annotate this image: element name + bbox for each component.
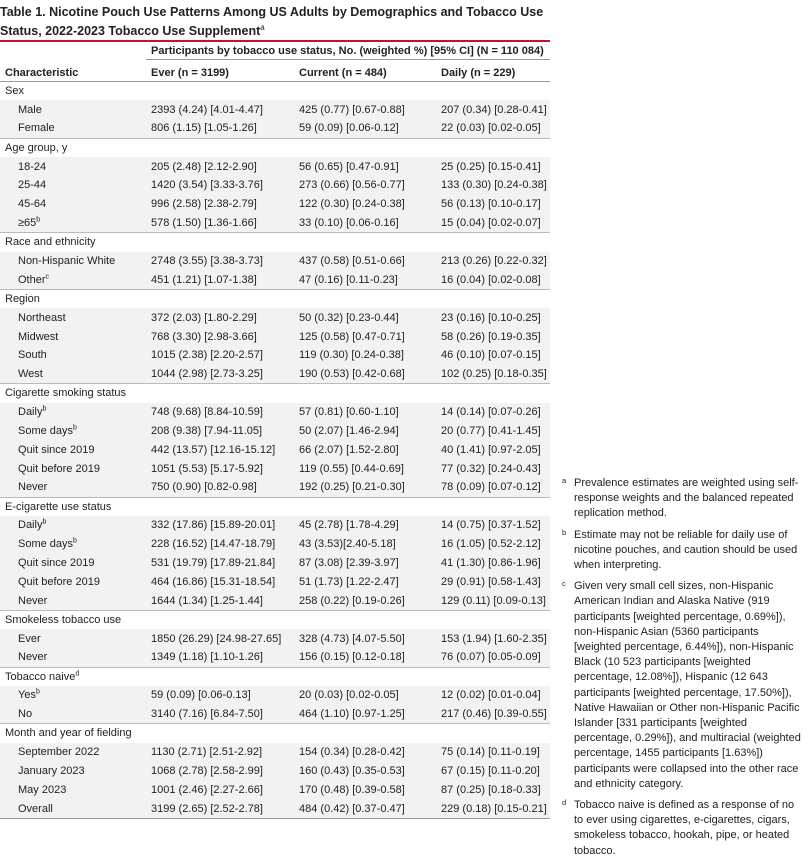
table-row [0,346,550,365]
row-label: Quit before 2019 [0,459,146,478]
footnote-mark: b [42,405,47,413]
cell-ever: 1850 (26.29) [24.98-27.65] [146,629,294,648]
cell-ever: 1130 (2.71) [2.51-2.92] [146,743,294,762]
row-label: 18-24 [0,157,146,176]
section-label: Sex [0,82,550,101]
cell-current: 56 (0.65) [0.47-0.91] [294,157,436,176]
cell-current: 66 (2.07) [1.52-2.80] [294,440,436,459]
cell-ever: 228 (16.52) [14.47-18.79] [146,535,294,554]
section-row [0,233,550,252]
table-row [0,478,550,497]
row-label: Northeast [0,308,146,327]
section-label: Cigarette smoking status [0,384,550,403]
row-label: 25-44 [0,176,146,195]
cell-daily: 129 (0.11) [0.09-0.13] [436,592,550,611]
section-label: Region [0,289,550,308]
row-label: May 2023 [0,780,146,799]
row-label: Non-Hispanic White [0,252,146,271]
footnote-mark: b [73,537,77,545]
cell-ever: 464 (16.86) [15.31-18.54] [146,573,294,592]
cell-current: 47 (0.16) [0.11-0.23] [294,270,436,289]
cell-ever: 1644 (1.34) [1.25-1.44] [146,592,294,611]
table-row [0,157,550,176]
table-row [0,252,550,271]
section-row [0,138,550,157]
col-header-current: Current (n = 484) [294,60,436,82]
cell-ever: 442 (13.57) [12.16-15.12] [146,440,294,459]
footnote-mark: c [45,272,50,280]
cell-ever: 768 (3.30) [2.98-3.66] [146,327,294,346]
table-row [0,743,550,762]
cell-daily: 16 (1.05) [0.52-2.12] [436,535,550,554]
cell-current: 190 (0.53) [0.42-0.68] [294,365,436,384]
footnote-mark: b [36,216,41,224]
footnote-marker: d [562,798,567,808]
row-label: South [0,346,146,365]
section-row [0,289,550,308]
table-row [0,459,550,478]
cell-current: 437 (0.58) [0.51-0.66] [294,252,436,271]
cell-daily: 16 (0.04) [0.02-0.08] [436,270,550,289]
cell-ever: 1051 (5.53) [5.17-5.92] [146,459,294,478]
table-row [0,799,550,818]
table-row [0,516,550,535]
cell-daily: 58 (0.26) [0.19-0.35] [436,327,550,346]
col-header-daily: Daily (n = 229) [436,60,550,82]
cell-current: 125 (0.58) [0.47-0.71] [294,327,436,346]
footnotes [560,476,805,865]
cell-daily: 29 (0.91) [0.58-1.43] [436,573,550,592]
table-row [0,119,550,138]
footnote-c [560,579,805,792]
cell-current: 154 (0.34) [0.28-0.42] [294,743,436,762]
cell-current: 192 (0.25) [0.21-0.30] [294,478,436,497]
cell-ever: 2393 (4.24) [4.01-4.47] [146,100,294,119]
cell-current: 119 (0.55) [0.44-0.69] [294,459,436,478]
cell-current: 160 (0.43) [0.35-0.53] [294,762,436,781]
row-label: Quit since 2019 [0,440,146,459]
cell-ever: 208 (9.38) [7.94-11.05] [146,422,294,441]
table-row [0,780,550,799]
table-row [0,270,550,289]
row-label: Yes$^b$ [0,686,146,705]
row-label: 45-64 [0,195,146,214]
section-row [0,610,550,629]
cell-ever: 1015 (2.38) [2.20-2.57] [146,346,294,365]
cell-daily: 40 (1.41) [0.97-2.05] [436,440,550,459]
cell-ever: 750 (0.90) [0.82-0.98] [146,478,294,497]
row-label: Daily$^b$ [0,516,146,535]
cell-current: 59 (0.09) [0.06-0.12] [294,119,436,138]
cell-ever: 531 (19.79) [17.89-21.84] [146,554,294,573]
cell-ever: 332 (17.86) [15.89-20.01] [146,516,294,535]
cell-daily: 76 (0.07) [0.05-0.09] [436,648,550,667]
cell-ever: 1044 (2.98) [2.73-3.25] [146,365,294,384]
cell-current: 258 (0.22) [0.19-0.26] [294,592,436,611]
table-row [0,629,550,648]
cell-current: 328 (4.73) [4.07-5.50] [294,629,436,648]
section-row [0,497,550,516]
cell-daily: 153 (1.94) [1.60-2.35] [436,629,550,648]
cell-daily: 20 (0.77) [0.41-1.45] [436,422,550,441]
table-row [0,686,550,705]
section-label: Smokeless tobacco use [0,610,550,629]
cell-daily: 75 (0.14) [0.11-0.19] [436,743,550,762]
cell-daily: 56 (0.13) [0.10-0.17] [436,195,550,214]
cell-daily: 25 (0.25) [0.15-0.41] [436,157,550,176]
cell-daily: 102 (0.25) [0.18-0.35] [436,365,550,384]
col-header-characteristic: Characteristic [0,60,146,82]
footnote-mark: d [75,670,80,678]
col-header-ever: Ever (n = 3199) [146,60,294,82]
cell-current: 45 (2.78) [1.78-4.29] [294,516,436,535]
table-title-block [0,0,550,42]
cell-current: 122 (0.30) [0.24-0.38] [294,195,436,214]
table-row [0,554,550,573]
row-label: Quit since 2019 [0,554,146,573]
table-row [0,195,550,214]
row-label: Other$^c$ [0,270,146,289]
cell-current: 464 (1.10) [0.97-1.25] [294,705,436,724]
cell-ever: 578 (1.50) [1.36-1.66] [146,214,294,233]
table-title: Table 1. Nicotine Pouch Use Patterns Among US Adults by Demographics and Tobacco Use Status, 2022-2023 Tobacco Use Supplement$^a$ [0,5,544,39]
cell-daily: 23 (0.16) [0.10-0.25] [436,308,550,327]
row-label: Some days$^b$ [0,535,146,554]
row-label: January 2023 [0,762,146,781]
section-label: E-cigarette use status [0,497,550,516]
footnote-mark: b [35,688,40,696]
cell-ever: 1001 (2.46) [2.27-2.66] [146,780,294,799]
table-row [0,573,550,592]
cell-daily: 229 (0.18) [0.15-0.21] [436,799,550,818]
data-table [0,42,550,819]
cell-daily: 46 (0.10) [0.07-0.15] [436,346,550,365]
cell-current: 33 (0.10) [0.06-0.16] [294,214,436,233]
cell-current: 119 (0.30) [0.24-0.38] [294,346,436,365]
cell-current: 273 (0.66) [0.56-0.77] [294,176,436,195]
cell-daily: 133 (0.30) [0.24-0.38] [436,176,550,195]
footnote-text: Prevalence estimates are weighted using self-response weights and the balanced repeated replication method. [574,477,799,520]
row-label: Never [0,478,146,497]
cell-daily: 217 (0.46) [0.39-0.55] [436,705,550,724]
cell-daily: 22 (0.03) [0.02-0.05] [436,119,550,138]
cell-ever: 205 (2.48) [2.12-2.90] [146,157,294,176]
cell-ever: 806 (1.15) [1.05-1.26] [146,119,294,138]
title-footnote-mark: a [260,23,265,32]
cell-current: 43 (3.53)[2.40-5.18] [294,535,436,554]
table-row [0,535,550,554]
cell-daily: 77 (0.32) [0.24-0.43] [436,459,550,478]
footnote-text: Estimate may not be reliable for daily use of nicotine pouches, and caution should be used when interpreting. [574,528,798,572]
cell-current: 87 (3.08) [2.39-3.97] [294,554,436,573]
table-row [0,648,550,667]
cell-current: 425 (0.77) [0.67-0.88] [294,100,436,119]
cell-current: 170 (0.48) [0.39-0.58] [294,780,436,799]
cell-ever: 2748 (3.55) [3.38-3.73] [146,252,294,271]
cell-daily: 14 (0.14) [0.07-0.26] [436,403,550,422]
row-label: No [0,705,146,724]
cell-ever: 1068 (2.78) [2.58-2.99] [146,762,294,781]
footnote-text: Given very small cell sizes, non-Hispanic American Indian and Alaska Native (919 participants [weighted percentage, 0.69%]), non-Hispanic Asian (5360 participants [weighted percentage, 6.44%]), non-Hispanic Black (10 523 participants [weighted percentage, 12.08%]), Hispanic (12 643 participants [weighted percentage, 17.50%]), Native Hawaiian or Other non-Hispanic Pacific Islander [331 participants [weighted percentage, 0.29%]), and multiracial (weighted percentage, 1455 participants [1.63%]) participants were collapsed into the other race and ethnicity category. [574,580,801,790]
cell-daily: 87 (0.25) [0.18-0.33] [436,780,550,799]
cell-daily: 15 (0.04) [0.02-0.07] [436,214,550,233]
footnote-d [560,798,805,859]
section-label: Age group, y [0,138,550,157]
group-header: Participants by tobacco use status, No. (weighted %) [95% CI] (N = 110 084) [146,42,550,60]
row-label: Midwest [0,327,146,346]
section-label: Month and year of fielding [0,724,550,743]
table-row [0,592,550,611]
table-row [0,365,550,384]
cell-ever: 451 (1.21) [1.07-1.38] [146,270,294,289]
cell-daily: 41 (1.30) [0.86-1.96] [436,554,550,573]
cell-daily: 207 (0.34) [0.28-0.41] [436,100,550,119]
footnote-marker: b [562,527,567,537]
table-row [0,705,550,724]
cell-daily: 78 (0.09) [0.07-0.12] [436,478,550,497]
cell-current: 50 (2.07) [1.46-2.94] [294,422,436,441]
table-row [0,440,550,459]
section-label: Tobacco naive$^d$ [0,667,550,686]
section-row [0,724,550,743]
row-label: West [0,365,146,384]
footnote-a [560,476,805,522]
cell-current: 50 (0.32) [0.23-0.44] [294,308,436,327]
cell-current: 20 (0.03) [0.02-0.05] [294,686,436,705]
cell-ever: 3140 (7.16) [6.84-7.50] [146,705,294,724]
cell-ever: 1420 (3.54) [3.33-3.76] [146,176,294,195]
cell-ever: 748 (9.68) [8.84-10.59] [146,403,294,422]
cell-current: 484 (0.42) [0.37-0.47] [294,799,436,818]
header-blank [0,42,146,60]
table-header [0,42,550,82]
table-row [0,403,550,422]
cell-current: 51 (1.73) [1.22-2.47] [294,573,436,592]
cell-ever: 372 (2.03) [1.80-2.29] [146,308,294,327]
row-label: Some days$^b$ [0,422,146,441]
table-row [0,100,550,119]
table-row [0,176,550,195]
section-row [0,667,550,686]
section-label: Race and ethnicity [0,233,550,252]
cell-ever: 59 (0.09) [0.06-0.13] [146,686,294,705]
cell-current: 57 (0.81) [0.60-1.10] [294,403,436,422]
cell-daily: 67 (0.15) [0.11-0.20] [436,762,550,781]
cell-ever: 1349 (1.18) [1.10-1.26] [146,648,294,667]
row-label: Female [0,119,146,138]
table-body [0,82,550,819]
section-row [0,82,550,101]
row-label: Ever [0,629,146,648]
footnote-text: Tobacco naive is defined as a response of no to ever using cigarettes, e-cigarettes, cigars, smokeless tobacco, hookah, pipe, or heated tobacco. [574,799,795,857]
footnote-marker: a [562,476,567,485]
table-row [0,422,550,441]
footnote-mark: b [42,518,47,526]
cell-daily: 14 (0.75) [0.37-1.52] [436,516,550,535]
footnote-marker: c [562,579,566,589]
data-table-container [0,42,550,819]
cell-ever: 996 (2.58) [2.38-2.79] [146,195,294,214]
row-label: Never [0,648,146,667]
table-row [0,327,550,346]
table-row [0,762,550,781]
row-label: Quit before 2019 [0,573,146,592]
row-label: Overall [0,799,146,818]
table-row [0,214,550,233]
table-row [0,308,550,327]
footnote-mark: b [73,424,77,432]
row-label: $\ge 65^b$ [0,214,146,233]
row-label: Male [0,100,146,119]
cell-daily: 213 (0.26) [0.22-0.32] [436,252,550,271]
cell-ever: 3199 (2.65) [2.52-2.78] [146,799,294,818]
cell-current: 156 (0.15) [0.12-0.18] [294,648,436,667]
row-label: Daily$^b$ [0,403,146,422]
footnote-b [560,528,805,574]
cell-daily: 12 (0.02) [0.01-0.04] [436,686,550,705]
section-row [0,384,550,403]
row-label: September 2022 [0,743,146,762]
row-label: Never [0,592,146,611]
